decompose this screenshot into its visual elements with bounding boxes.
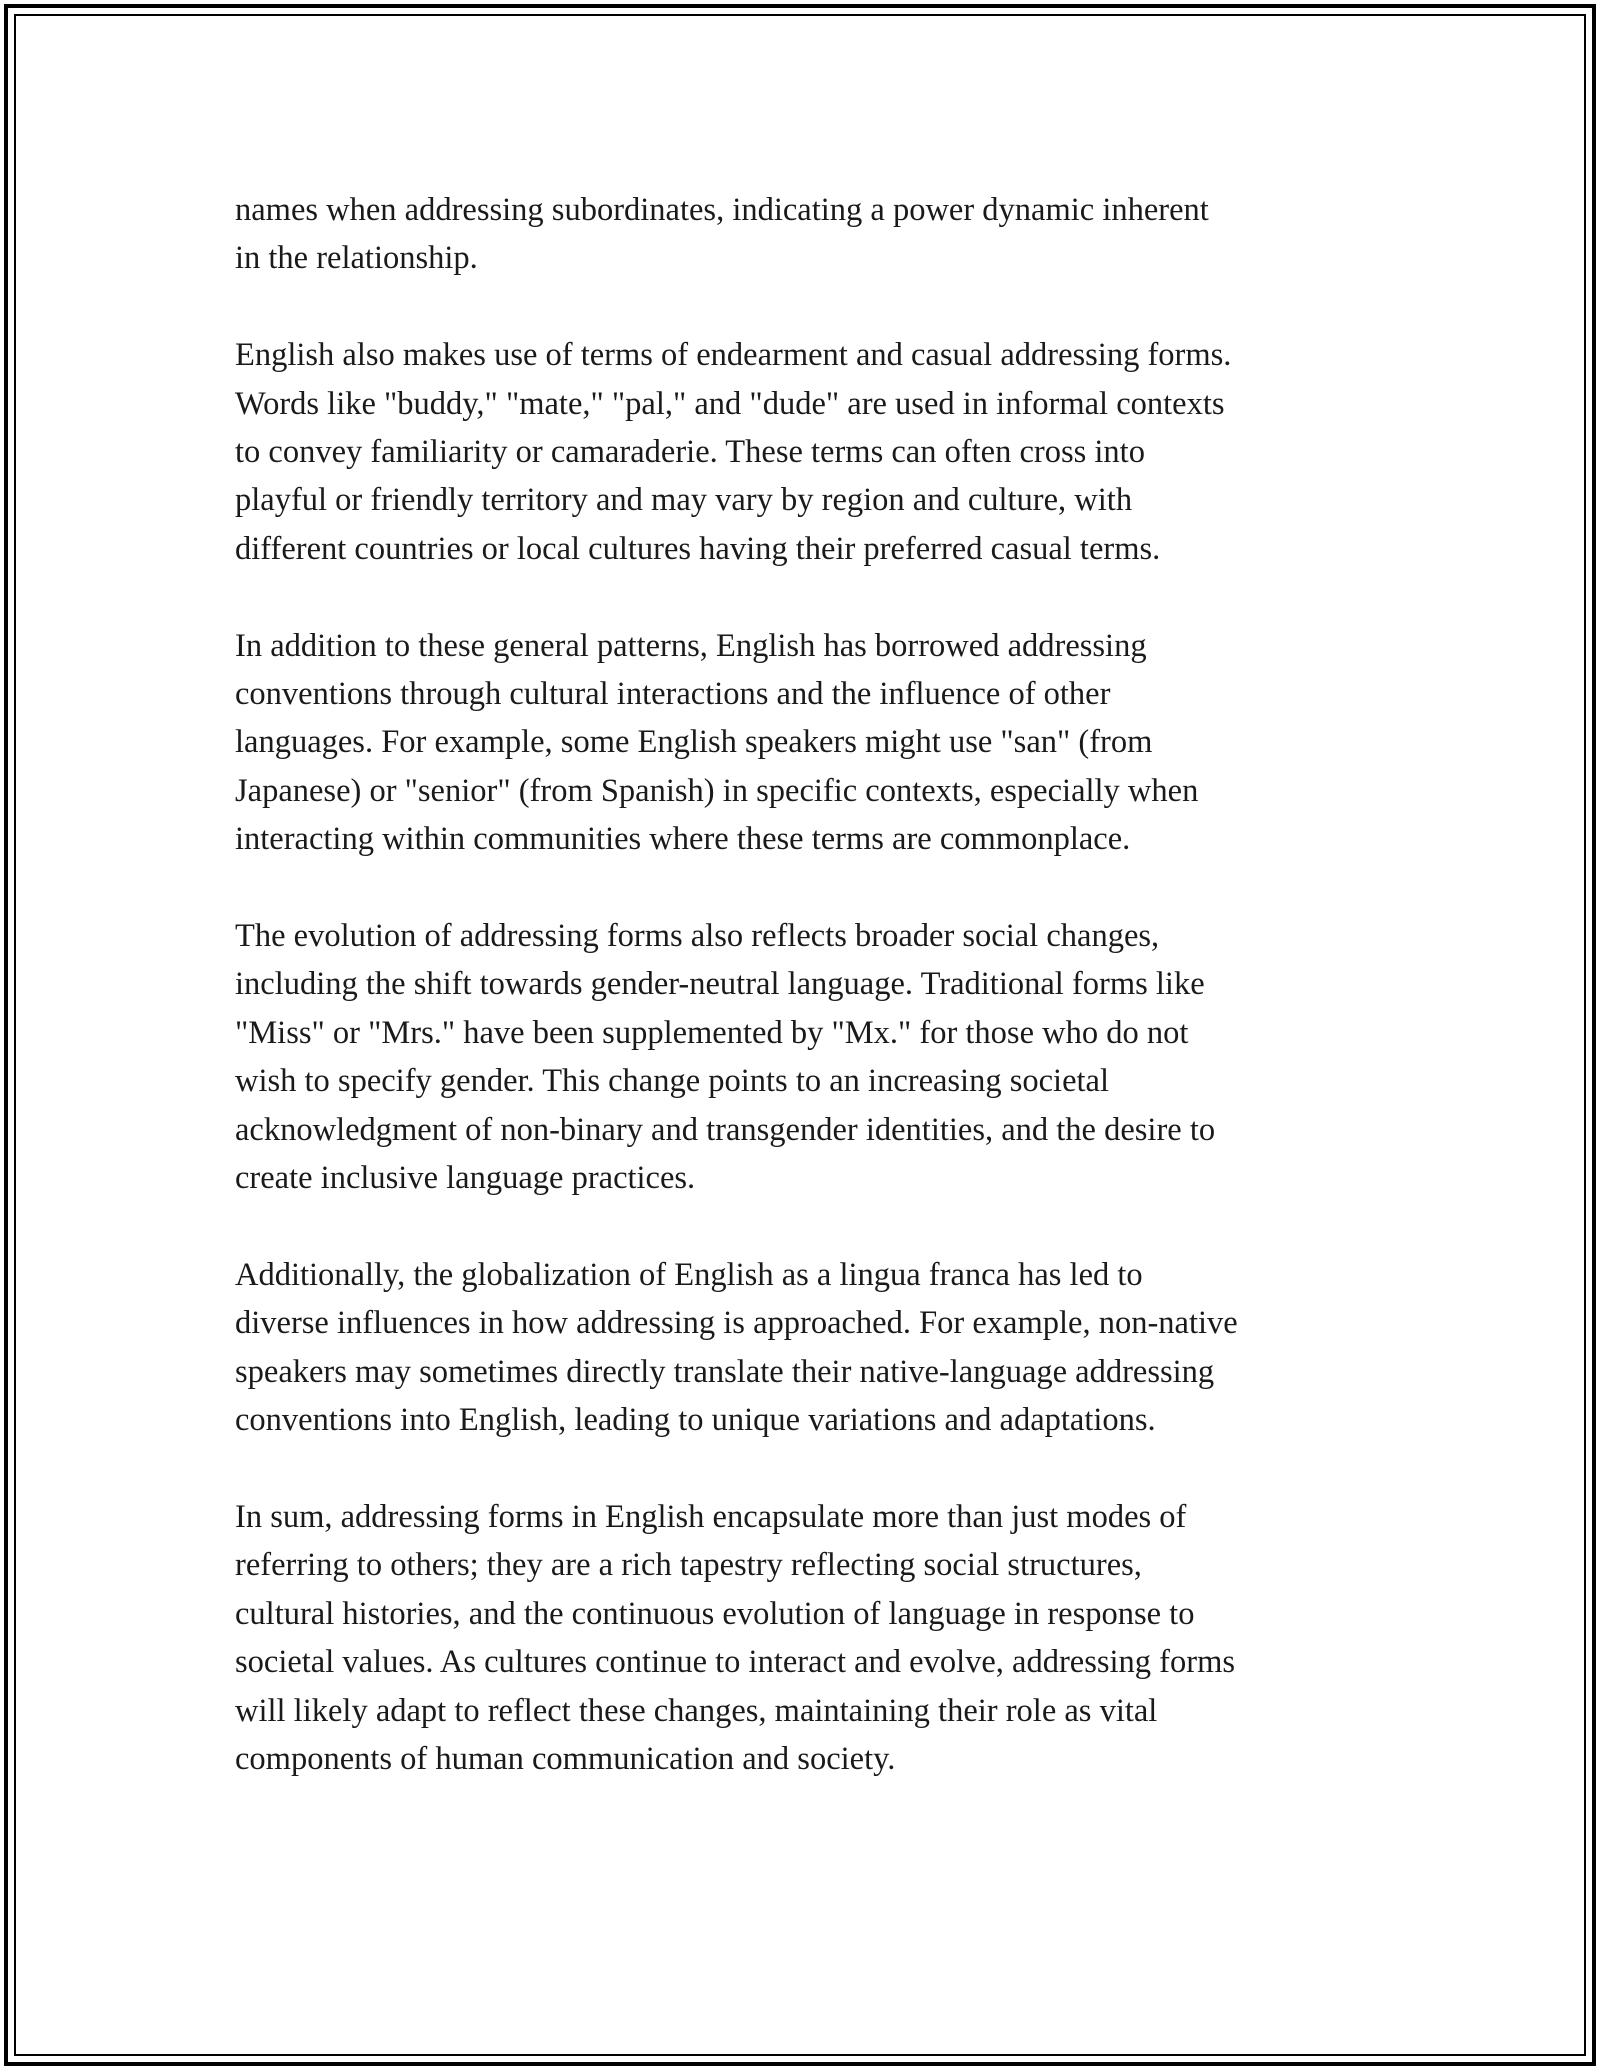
paragraph-3: In addition to these general patterns, English has borrowed addressing conventions through cultural interactions and the influence of other languages. For example, some English speakers might use "san" (from Japanese) or "senior" (from Spanish) in specific contexts, especially when interacting within communities where these terms are commonplace.: [235, 627, 1199, 858]
paragraph-6: In sum, addressing forms in English encapsulate more than just modes of referring to others; they are a rich tapestry reflecting social structures, cultural histories, and the continuous evolution of language in response to societal values. As cultures continue to interact and evolve, addressing forms will likely adapt to reflect these changes, maintaining their role as vital components of human communication and society.: [235, 1498, 1235, 1777]
paragraph-4: The evolution of addressing forms also reflects broader social changes, including the shift towards gender-neutral language. Traditional forms like "Miss" or "Mrs." have been supplemented by "Mx." for those who do not wish to specify gender. This change points to an increasing societal acknowledgment of non-binary and transgender identities, and the desire to create inclusive language practices.: [235, 918, 1216, 1197]
document-body: [235, 186, 1395, 1832]
paragraph-5: Additionally, the globalization of English as a lingua franca has led to diverse influences in how addressing is approached. For example, non-native speakers may sometimes directly translate their native-language addressing conventions into English, leading to unique variations and adaptations.: [235, 1256, 1238, 1439]
paragraph-1: names when addressing subordinates, indicating a power dynamic inherent in the relationship.: [235, 192, 1209, 277]
paragraph-2: English also makes use of terms of endearment and casual addressing forms. Words like "buddy," "mate," "pal," and "dude" are used in informal contexts to convey familiarity or camaraderie. These terms can often cross into playful or friendly territory and may vary by region and culture, with different countries or local cultures having their preferred casual terms.: [235, 337, 1232, 567]
